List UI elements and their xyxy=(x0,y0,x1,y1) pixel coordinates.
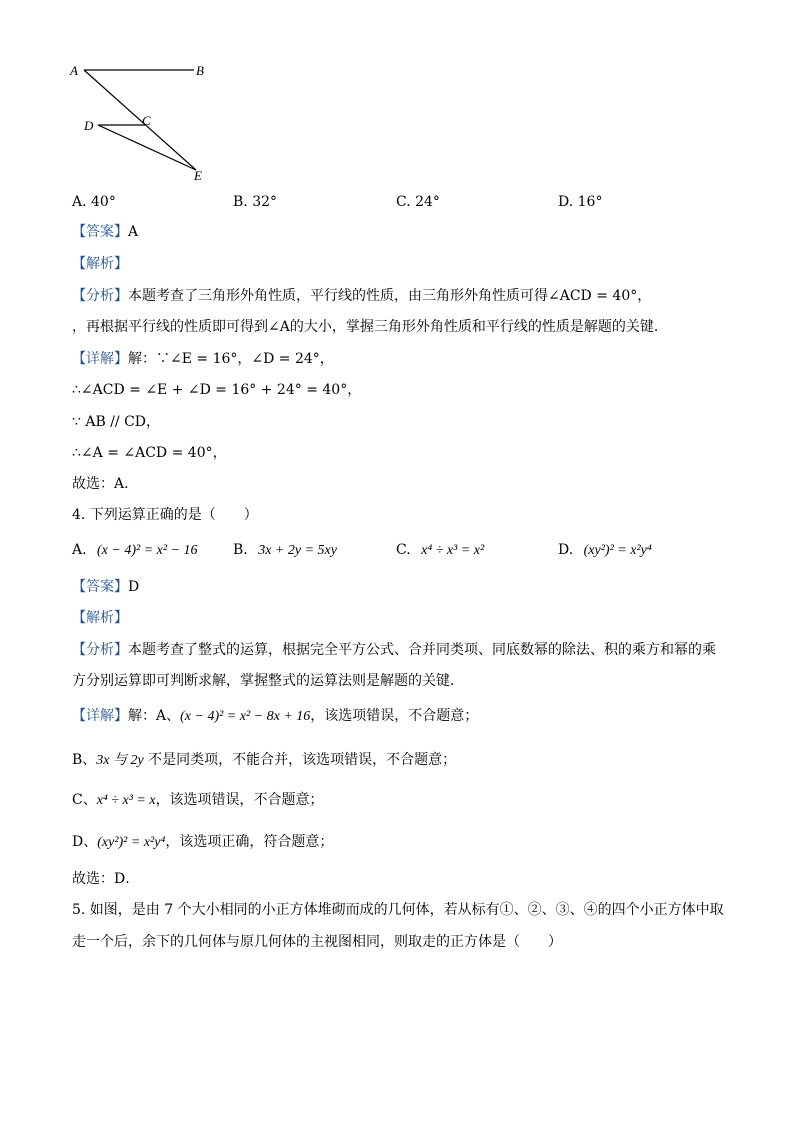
answer-value: A xyxy=(128,224,139,240)
fenxi-tag: 【分析】 xyxy=(72,642,128,658)
answer-tag: 【答案】 xyxy=(72,224,128,240)
segment-ae xyxy=(84,70,196,170)
q3-answer xyxy=(72,223,138,241)
q4-detail-c xyxy=(72,791,324,810)
option-label: A. xyxy=(72,542,87,558)
label-d: D xyxy=(84,118,94,133)
q3-detail-step2: ∴∠ACD = ∠E + ∠D = 16° + 24° = 40°， xyxy=(72,382,362,398)
detail-expr: (x − 4)² = x² − 8x + 16 xyxy=(180,709,311,724)
analysis-tag: 【解析】 xyxy=(72,610,128,626)
q3-option-a: A. 40° xyxy=(72,194,116,210)
q4-option-c xyxy=(396,541,484,560)
fenxi-tag: 【分析】 xyxy=(72,288,128,304)
q5-stem-line2: 走一个后，余下的几何体与原几何体的主视图相同，则取走的正方体是（ ） xyxy=(72,934,562,950)
detail-suffix: ，该选项错误，不合题意； xyxy=(155,792,324,808)
answer-value: D xyxy=(128,579,140,595)
geometry-figure xyxy=(0,0,794,200)
q4-analysis-heading xyxy=(72,609,128,627)
detail-expr: 3x 与 2y xyxy=(96,753,144,768)
q3-conclusion: 故选：A． xyxy=(72,476,139,492)
q4-detail-d xyxy=(72,833,333,852)
q3-option-c: C. 24° xyxy=(396,194,440,210)
q4-option-d xyxy=(558,541,652,560)
option-label: B. xyxy=(233,542,248,558)
detail-suffix: ，该选项错误，不合题意； xyxy=(310,708,479,724)
analysis-tag: 【解析】 xyxy=(72,256,128,272)
detail-expr: (xy²)² = x²y⁴ xyxy=(97,835,166,850)
q5-stem-line1: 5. 如图，是由 7 个大小相同的小正方体堆砌而成的几何体，若从标有①、②、③、④的四个小正方体中取 xyxy=(72,902,724,918)
q4-conclusion: 故选：D． xyxy=(72,871,140,887)
q4-answer xyxy=(72,578,139,596)
q3-option-d: D. 16° xyxy=(558,194,603,210)
label-e: E xyxy=(194,168,202,183)
label-c: C xyxy=(142,113,151,128)
detail-expr: x⁴ ÷ x³ = x xyxy=(96,793,156,808)
option-expr: x⁴ ÷ x³ = x² xyxy=(421,543,485,558)
q3-fenxi-line1 xyxy=(72,287,651,305)
label-a: A xyxy=(70,63,78,78)
detail-suffix: 不是同类项，不能合并，该选项错误，不合题意； xyxy=(143,752,457,768)
q4-option-a xyxy=(72,541,198,560)
q3-detail-step1 xyxy=(72,350,334,368)
detail-prefix: C、 xyxy=(72,792,97,808)
detail-prefix: B、 xyxy=(72,752,97,768)
q4-stem: 4. 下列运算正确的是（ ） xyxy=(72,507,258,523)
q3-analysis-heading xyxy=(72,255,128,273)
option-label: D. xyxy=(558,542,574,558)
detail-suffix: ，该选项正确，符合题意； xyxy=(165,834,334,850)
fenxi-text: 本题考查了整式的运算，根据完全平方公式、合并同类项、同底数幂的除法、积的乘方和幂的乘 xyxy=(128,642,716,658)
step-text: 解：∵∠E = 16°，∠D = 24°， xyxy=(128,351,334,367)
xiangjie-tag: 【详解】 xyxy=(72,351,128,367)
q4-option-b xyxy=(233,541,337,560)
option-label: C. xyxy=(396,542,411,558)
answer-tag: 【答案】 xyxy=(72,579,128,595)
fenxi-text: 本题考查了三角形外角性质，平行线的性质，由三角形外角性质可得∠ACD = 40°， xyxy=(128,288,652,304)
q4-fenxi-line1 xyxy=(72,641,716,659)
option-expr: (xy²)² = x²y⁴ xyxy=(583,543,652,558)
detail-prefix: D、 xyxy=(72,834,98,850)
option-expr: 3x + 2y = 5xy xyxy=(258,543,337,558)
q3-fenxi-line2: ，再根据平行线的性质即可得到∠A的大小，掌握三角形外角性质和平行线的性质是解题的关键． xyxy=(72,319,668,335)
q3-option-b: B. 32° xyxy=(233,194,278,210)
q3-detail-step4: ∴∠A = ∠ACD = 40°， xyxy=(72,445,227,461)
option-expr: (x − 4)² = x² − 16 xyxy=(97,543,198,558)
detail-prefix: 解：A、 xyxy=(128,708,181,724)
q4-detail-a xyxy=(72,707,478,726)
label-b: B xyxy=(196,63,204,78)
q3-detail-step3: ∵ AB // CD， xyxy=(72,414,161,430)
q4-fenxi-line2: 方分别运算即可判断求解，掌握整式的运算法则是解题的关键． xyxy=(72,673,464,689)
q4-detail-b xyxy=(72,751,456,770)
segment-de xyxy=(98,125,196,170)
xiangjie-tag: 【详解】 xyxy=(72,708,128,724)
